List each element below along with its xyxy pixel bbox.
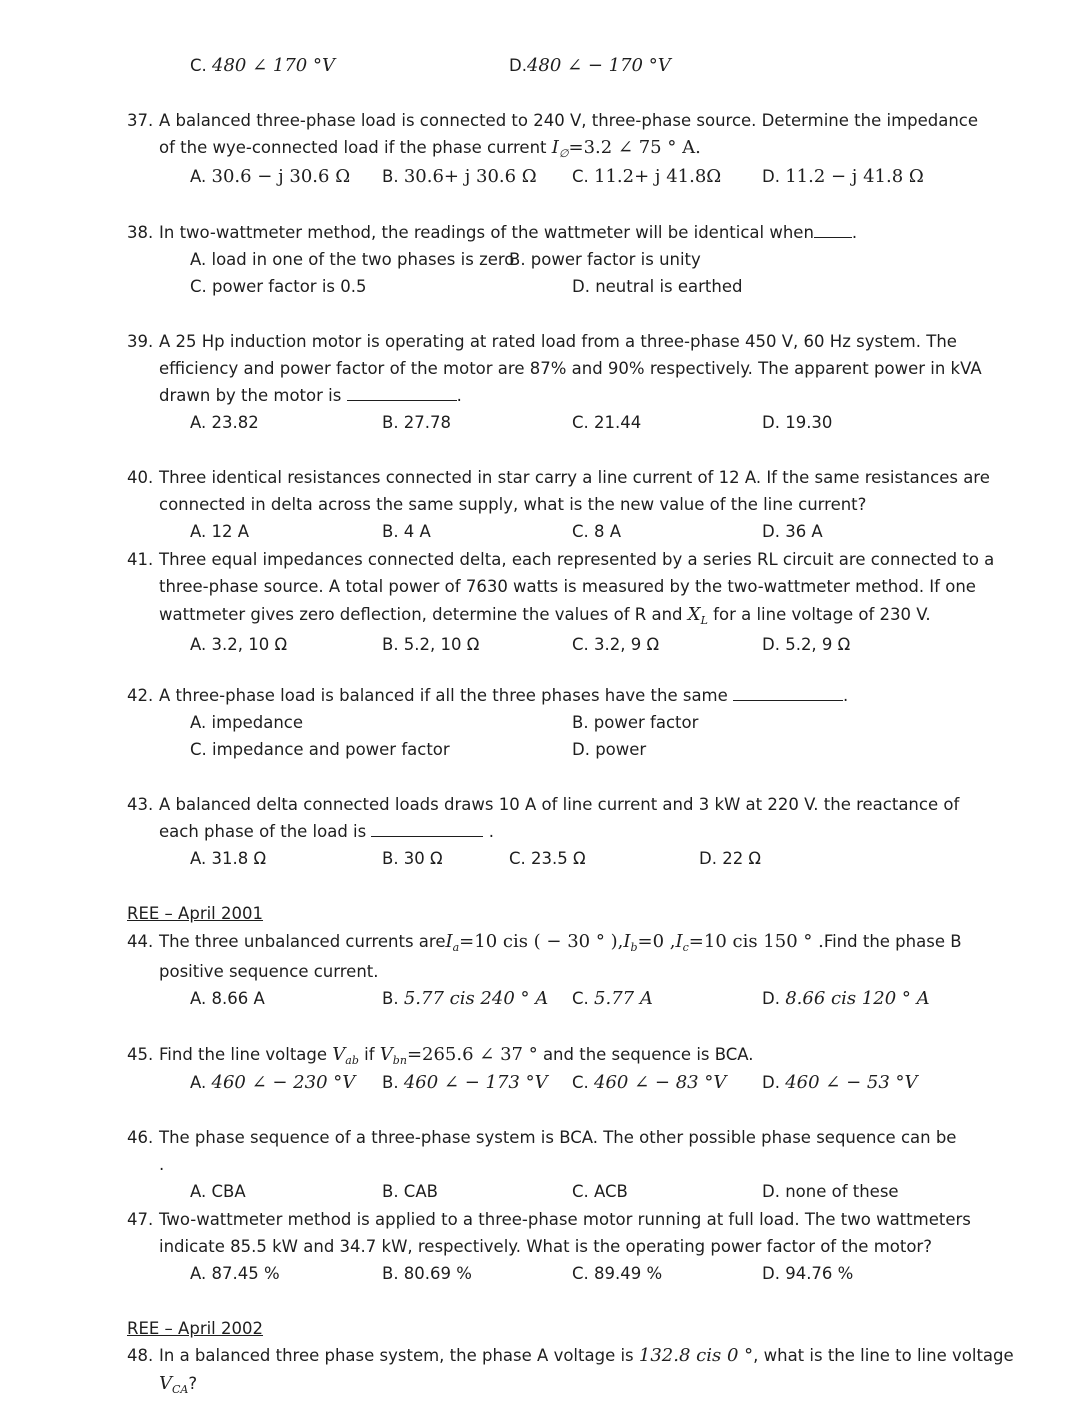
question-text: Find the line voltage $V_{ab}$ if $V_{bn}=265.6$ ∠ 37 ° and the sequence is BCA. xyxy=(159,1044,754,1067)
choice-d: D. 94.76 % xyxy=(762,1264,854,1283)
choice-a: A. load in one of the two phases is zero xyxy=(190,250,515,269)
choice-d: D. 11.2 − j 41.8 Ω xyxy=(762,166,924,187)
choice-b: B. power factor is unity xyxy=(509,250,701,269)
choice-a: A. 30.6 − j 30.6 Ω xyxy=(190,166,351,187)
choice-c: C. 23.5 Ω xyxy=(509,849,586,868)
choice-b: B. CAB xyxy=(382,1182,438,1201)
question-text: each phase of the load is . xyxy=(159,822,494,841)
question-text: Two-wattmeter method is applied to a three-phase motor running at full load. The two wattmeters xyxy=(159,1210,971,1229)
choice-b: B. 460 ∠ − 173 °V xyxy=(382,1072,548,1093)
question-text: of the wye-connected load if the phase current $I_\emptyset=3.2$ ∠ 75 ° A. xyxy=(159,137,701,160)
choice-a: A. 31.8 Ω xyxy=(190,849,267,868)
choice-d: D. none of these xyxy=(762,1182,899,1201)
choice-b: B. 80.69 % xyxy=(382,1264,472,1283)
question-text: In a balanced three phase system, the phase A voltage is 132.8 cis 0 °, what is the line to line voltage xyxy=(159,1345,1014,1366)
choice-b: B. 30 Ω xyxy=(382,849,443,868)
answer-blank xyxy=(733,686,843,701)
question-text: $V_{CA}$? xyxy=(159,1373,198,1396)
choice-c: C. 460 ∠ − 83 °V xyxy=(572,1072,727,1093)
question-text: three-phase source. A total power of 7630 watts is measured by the two-wattmeter method. If one xyxy=(159,577,976,596)
choice-a: A. 3.2, 10 Ω xyxy=(190,635,288,654)
choice-b: B. 5.77 cis 240 ° A xyxy=(382,988,549,1009)
choice-c: C. 11.2+ j 41.8Ω xyxy=(572,166,722,187)
question-text: positive sequence current. xyxy=(159,962,379,981)
choice-c: C. 8 A xyxy=(572,522,622,541)
question-text: drawn by the motor is . xyxy=(159,386,462,405)
question-text: A balanced three-phase load is connected to 240 V, three-phase source. Determine the impedance xyxy=(159,111,979,130)
choice-c: C. 3.2, 9 Ω xyxy=(572,635,660,654)
question-text: connected in delta across the same supply, what is the new value of the line current? xyxy=(159,495,867,514)
choice-d: D. 8.66 cis 120 ° A xyxy=(762,988,930,1009)
choice-a: A. 8.66 A xyxy=(190,989,265,1008)
question-number: 45. xyxy=(127,1045,154,1064)
choice-a: A. 460 ∠ − 230 °V xyxy=(190,1072,356,1093)
question-number: 41. xyxy=(127,550,154,569)
question-number: 39. xyxy=(127,332,154,351)
choice-d: D.480 ∠ − 170 °V xyxy=(509,55,671,76)
choice-c: C. 5.77 A xyxy=(572,988,653,1009)
choice-d: D. 36 A xyxy=(762,522,823,541)
choice-d: D. 460 ∠ − 53 °V xyxy=(762,1072,918,1093)
question-number: 43. xyxy=(127,795,154,814)
choice-c: C. 21.44 xyxy=(572,413,642,432)
question-number: 37. xyxy=(127,111,154,130)
section-heading: REE – April 2002 xyxy=(127,1319,264,1338)
choice-d: D. power xyxy=(572,740,647,759)
question-text: In two-wattmeter method, the readings of the wattmeter will be identical when . xyxy=(159,223,858,242)
answer-blank xyxy=(347,386,457,401)
question-text: efficiency and power factor of the motor are 87% and 90% respectively. The apparent power in kVA xyxy=(159,359,982,378)
question-text: A 25 Hp induction motor is operating at rated load from a three-phase 450 V, 60 Hz system. The xyxy=(159,332,957,351)
choice-b: B. 27.78 xyxy=(382,413,452,432)
question-number: 44. xyxy=(127,932,154,951)
question-number: 42. xyxy=(127,686,154,705)
choice-b: B. 30.6+ j 30.6 Ω xyxy=(382,166,537,187)
choice-c: C. 480 ∠ 170 °V xyxy=(190,55,335,76)
choice-a: A. impedance xyxy=(190,713,304,732)
choice-c: C. impedance and power factor xyxy=(190,740,450,759)
question-number: 46. xyxy=(127,1128,154,1147)
choice-d: D. 5.2, 9 Ω xyxy=(762,635,851,654)
question-text: indicate 85.5 kW and 34.7 kW, respectively. What is the operating power factor of the motor? xyxy=(159,1237,932,1256)
choice-a: A. CBA xyxy=(190,1182,246,1201)
question-text: The three unbalanced currents are $I_a=10$ cis ( − 30 ° ), $I_b=0$ $,I_c=10$ cis 150 ° . Find the phase B xyxy=(159,931,962,954)
question-number: 40. xyxy=(127,468,154,487)
question-number: 48. xyxy=(127,1346,154,1365)
answer-blank xyxy=(814,223,852,238)
question-text: The phase sequence of a three-phase system is BCA. The other possible phase sequence can be xyxy=(159,1128,957,1147)
question-text: A three-phase load is balanced if all the three phases have the same . xyxy=(159,686,849,705)
question-text: . xyxy=(159,1155,165,1174)
question-number: 38. xyxy=(127,223,154,242)
choice-c: C. 89.49 % xyxy=(572,1264,663,1283)
question-text: A balanced delta connected loads draws 10 A of line current and 3 kW at 220 V. the reactance of xyxy=(159,795,960,814)
choice-b: B. 4 A xyxy=(382,522,431,541)
question-text: wattmeter gives zero deflection, determine the values of R and $X_L$ for a line voltage of 230 V. xyxy=(159,604,931,627)
question-text: Three identical resistances connected in star carry a line current of 12 A. If the same resistances are xyxy=(159,468,990,487)
choice-a: A. 12 A xyxy=(190,522,250,541)
question-text: Three equal impedances connected delta, each represented by a series RL circuit are connected to a xyxy=(159,550,995,569)
choice-d: D. neutral is earthed xyxy=(572,277,743,296)
section-heading: REE – April 2001 xyxy=(127,904,264,923)
choice-c: C. ACB xyxy=(572,1182,628,1201)
choice-c: C. power factor is 0.5 xyxy=(190,277,367,296)
choice-a: A. 87.45 % xyxy=(190,1264,280,1283)
answer-blank xyxy=(371,822,483,837)
choice-a: A. 23.82 xyxy=(190,413,259,432)
choice-d: D. 19.30 xyxy=(762,413,833,432)
choice-b: B. 5.2, 10 Ω xyxy=(382,635,480,654)
choice-d: D. 22 Ω xyxy=(699,849,762,868)
question-number: 47. xyxy=(127,1210,154,1229)
choice-b: B. power factor xyxy=(572,713,699,732)
